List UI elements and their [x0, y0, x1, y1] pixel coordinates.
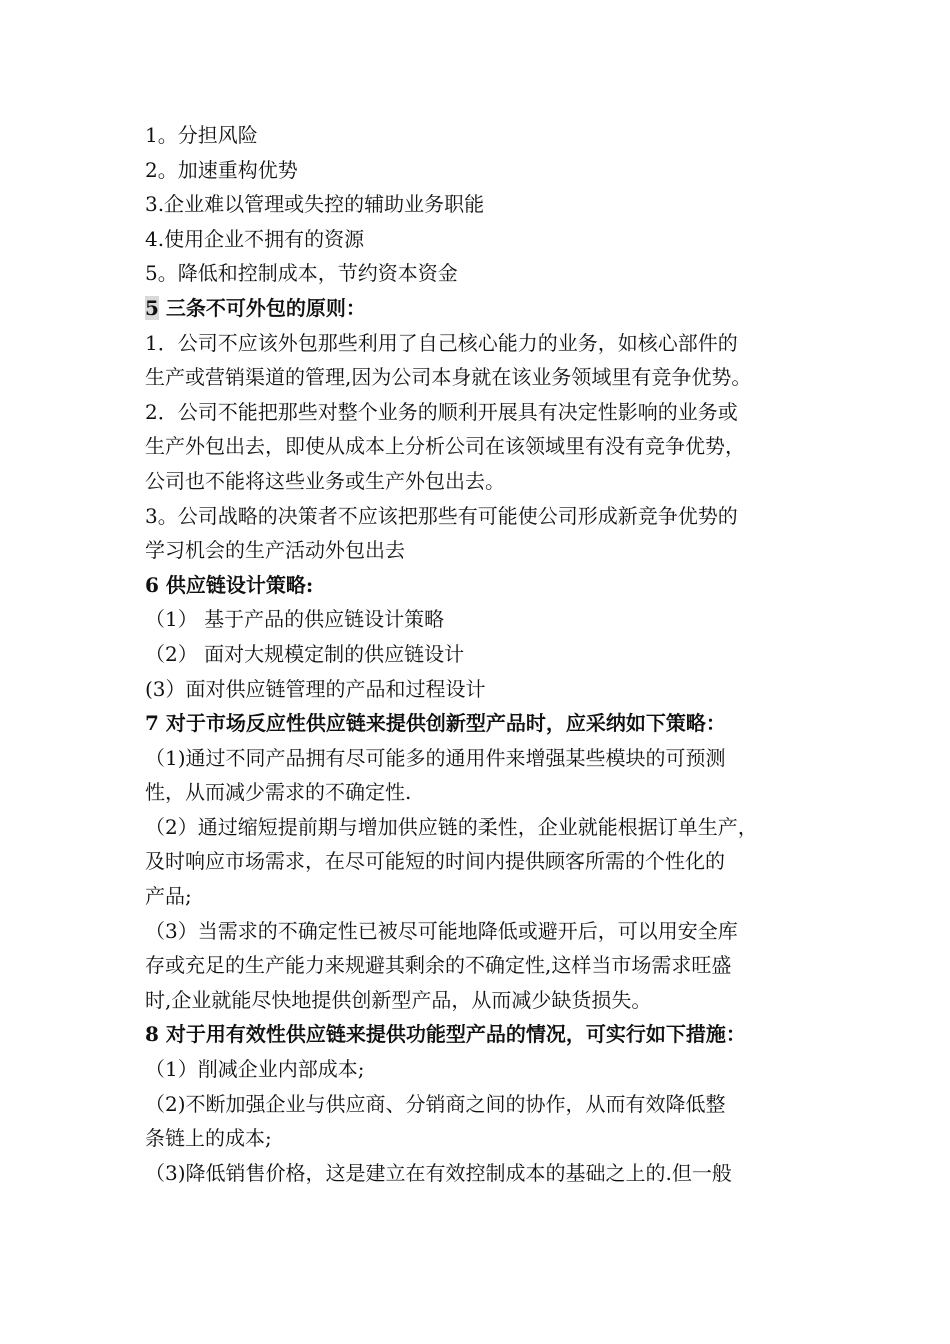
- paragraph-line: 生产外包出去，即使从成本上分析公司在该领域里有没有竞争优势，: [145, 434, 745, 459]
- paragraph-line: 生产或营销渠道的管理,因为公司本身就在该业务领域里有竞争优势。: [145, 365, 752, 390]
- paragraph-line: （2） 面对大规模定制的供应链设计: [145, 641, 465, 666]
- paragraph-line: 条链上的成本;: [145, 1126, 272, 1151]
- section-5-title: 三条不可外包的原则：: [158, 295, 366, 320]
- paragraph-line: 公司也不能将这些业务或生产外包出去。: [145, 468, 505, 493]
- section-8-heading: 8 对于用有效性供应链来提供功能型产品的情况，可实行如下措施：: [145, 1022, 746, 1047]
- paragraph-line: 时,企业就能尽快地提供创新型产品，从而减少缺货损失。: [145, 987, 652, 1012]
- paragraph-line: （3）当需求的不确定性已被尽可能地降低或避开后，可以用安全库: [145, 918, 738, 943]
- paragraph-line: 及时响应市场需求，在尽可能短的时间内提供顾客所需的个性化的: [145, 849, 725, 874]
- list-item: 2。加速重构优势: [145, 157, 298, 182]
- section-7-heading: 7 对于市场反应性供应链来提供创新型产品时，应采纳如下策略：: [145, 711, 726, 736]
- paragraph-line: (3）面对供应链管理的产品和过程设计: [145, 676, 486, 701]
- paragraph-line: 3。公司战略的决策者不应该把那些有可能使公司形成新竞争优势的: [145, 503, 738, 528]
- paragraph-line: （1）削减企业内部成本;: [145, 1057, 365, 1082]
- list-item: 1。分担风险: [145, 123, 258, 147]
- paragraph-line: 性，从而减少需求的不确定性.: [145, 780, 412, 805]
- paragraph-line: （1） 基于产品的供应链设计策略: [145, 607, 445, 632]
- list-item: 3.企业难以管理或失控的辅助业务职能: [145, 192, 485, 217]
- paragraph-line: （3)降低销售价格，这是建立在有效控制成本的基础之上的.但一般: [145, 1160, 732, 1185]
- paragraph-line: 学习机会的生产活动外包出去: [145, 538, 405, 563]
- section-6-heading: 6 供应链设计策略:: [145, 572, 314, 597]
- paragraph-line: 2．公司不能把那些对整个业务的顺利开展具有决定性影响的业务或: [145, 399, 738, 424]
- paragraph-line: （2)不断加强企业与供应商、分销商之间的协作，从而有效降低整: [145, 1091, 726, 1116]
- paragraph-line: 存或充足的生产能力来规避其剩余的不确定性,这样当市场需求旺盛: [145, 953, 732, 978]
- paragraph-line: （1)通过不同产品拥有尽可能多的通用件来增强某些模块的可预测: [145, 745, 726, 770]
- paragraph-line: 1．公司不应该外包那些利用了自己核心能力的业务，如核心部件的: [145, 330, 738, 355]
- paragraph-line: （2）通过缩短提前期与增加供应链的柔性，企业就能根据订单生产，: [145, 814, 758, 839]
- paragraph-line: 产品;: [145, 884, 192, 909]
- section-5-heading: [145, 291, 830, 326]
- section-5-number: 5: [145, 295, 159, 320]
- list-item: 5。降低和控制成本，节约资本资金: [145, 261, 458, 286]
- list-item: 4.使用企业不拥有的资源: [145, 226, 365, 251]
